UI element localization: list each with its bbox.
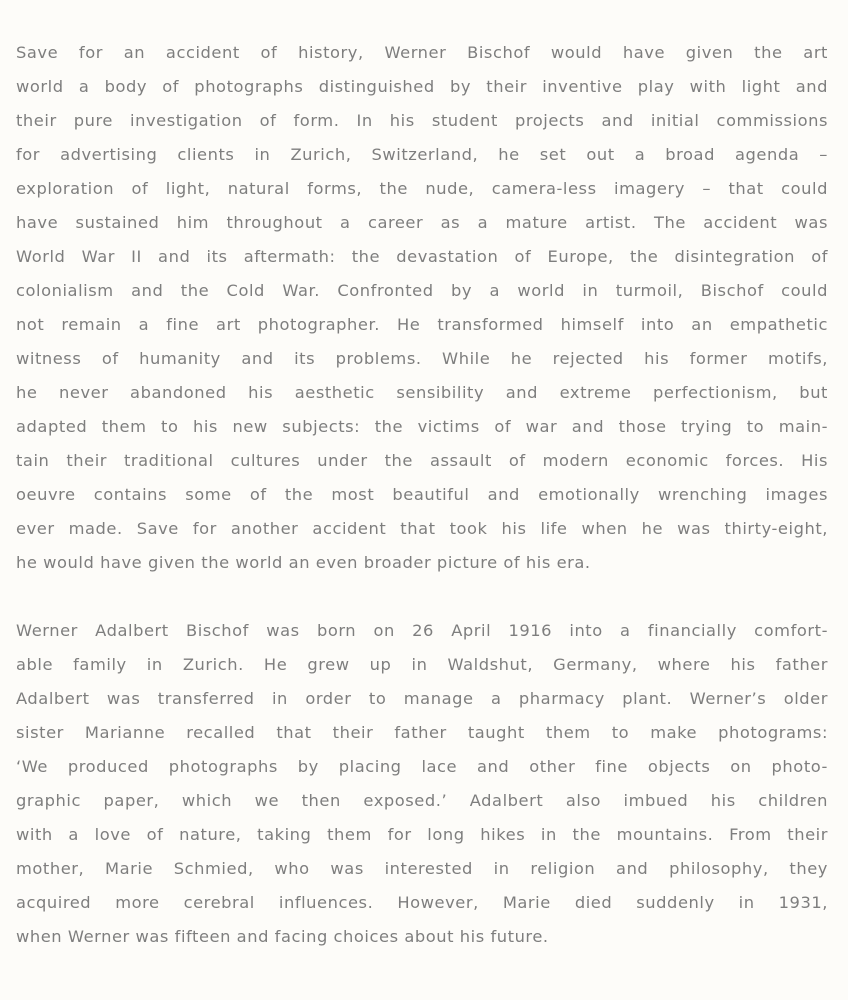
text-line: when Werner was fifteen and facing choices about his future. (16, 927, 549, 946)
text-line: Werner Adalbert Bischof was born on 26 April 1916 into a financially comfort- (16, 621, 828, 640)
text-line: exploration of light, natural forms, the nude, camera-less imagery – that could (16, 179, 828, 198)
text-line: colonialism and the Cold War. Confronted by a world in turmoil, Bischof could (16, 281, 828, 300)
text-line: oeuvre contains some of the most beautiful and emotionally wrenching images (16, 485, 828, 504)
text-line: world a body of photographs distinguished by their inventive play with light and (16, 77, 828, 96)
text-line: he never abandoned his aesthetic sensibility and extreme perfectionism, but (16, 383, 828, 402)
text-line: sister Marianne recalled that their father taught them to make photograms: (16, 723, 828, 742)
text-line: not remain a fine art photographer. He transformed himself into an empathetic (16, 315, 828, 334)
text-line: World War II and its aftermath: the devastation of Europe, the disintegration of (16, 247, 828, 266)
document-page (16, 36, 828, 954)
text-line: witness of humanity and its problems. While he rejected his former motifs, (16, 349, 828, 368)
text-line: tain their traditional cultures under the assault of modern economic forces. His (16, 451, 828, 470)
text-line: have sustained him throughout a career as a mature artist. The accident was (16, 213, 828, 232)
text-line: acquired more cerebral influences. However, Marie died suddenly in 1931, (16, 893, 828, 912)
text-line: for advertising clients in Zurich, Switzerland, he set out a broad agenda – (16, 145, 828, 164)
text-line: able family in Zurich. He grew up in Waldshut, Germany, where his father (16, 655, 828, 674)
text-line: he would have given the world an even broader picture of his era. (16, 553, 591, 572)
text-line: mother, Marie Schmied, who was interested in religion and philosophy, they (16, 859, 828, 878)
text-line: ‘We produced photographs by placing lace and other fine objects on photo- (16, 757, 828, 776)
text-line: with a love of nature, taking them for long hikes in the mountains. From their (16, 825, 828, 844)
text-line: ever made. Save for another accident that took his life when he was thirty-eight, (16, 519, 828, 538)
text-line: graphic paper, which we then exposed.’ Adalbert also imbued his children (16, 791, 828, 810)
text-line: Adalbert was transferred in order to manage a pharmacy plant. Werner’s older (16, 689, 828, 708)
paragraph-2 (16, 614, 828, 954)
text-line: adapted them to his new subjects: the victims of war and those trying to main- (16, 417, 828, 436)
text-line: their pure investigation of form. In his student projects and initial commissions (16, 111, 828, 130)
paragraph-1 (16, 36, 828, 580)
text-line: Save for an accident of history, Werner Bischof would have given the art (16, 43, 828, 62)
